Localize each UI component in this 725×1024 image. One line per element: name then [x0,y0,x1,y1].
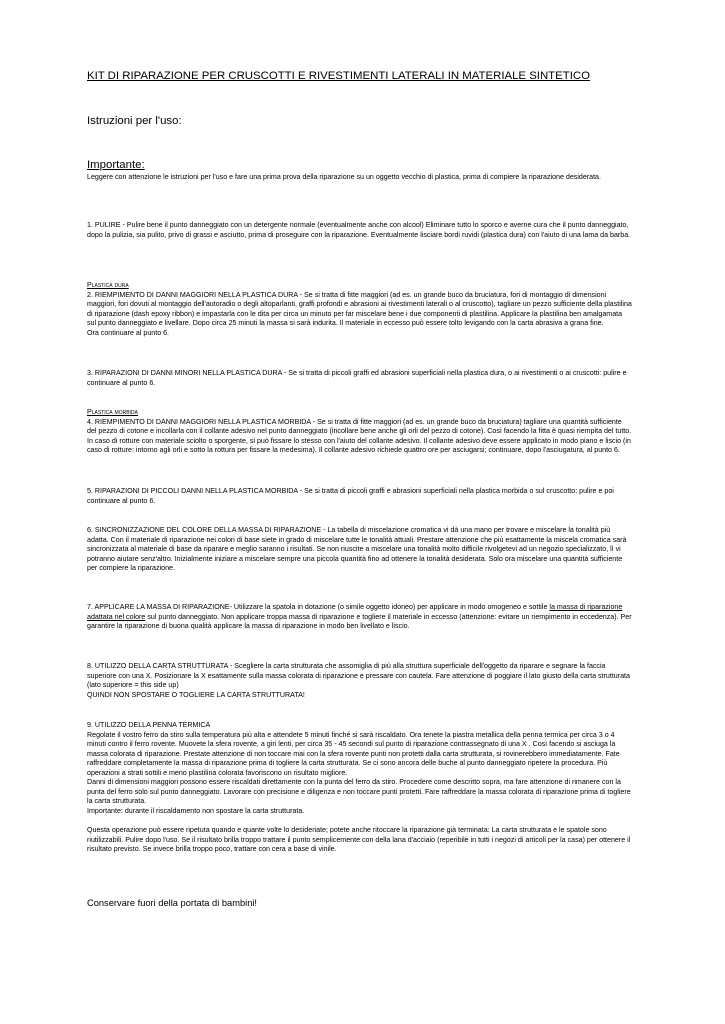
step-5-minor-soft [87,487,633,506]
document-title: KIT DI RIPARAZIONE PER CRUSCOTTI E RIVESTIMENTI LATERALI IN MATERIALE SINTETICO [87,70,590,82]
hard-plastic-section [87,281,633,338]
step-9-heading: 9. UTILIZZO DELLA PENNA TERMICA [87,721,211,729]
step-8-warning: QUINDI NON SPOSTARE O TOGLIERE LA CARTA STRUTTURATA! [87,690,305,699]
step-7-underlined: la massa di riparazione adattata nel colore [87,603,623,621]
step-3-minor-hard [87,369,633,388]
step-9-paragraph-3: Importante: durante il riscaldamento non spostare la carta strutturata. [87,806,305,815]
step-7-text-b: sul punto danneggiato. Non applicare troppa massa di riparazione e togliere il materiale in eccesso (attenzione: evitare un riempimento in eccedenza). Per garantire la riparazione di buona qualità applicare la massa di riparazione in modo ben livellato e liscio. [87,612,632,631]
important-heading: Importante: [87,159,145,171]
step-7-apply [87,603,633,632]
soft-plastic-section [87,408,633,456]
step-6-paragraph: 6. SINCRONIZZAZIONE DEL COLORE DELLA MASSA DI RIPARAZIONE - La tabella di miscelazione cromatica vi dà una mano per trovare e miscelare la tonalità più adatta. Con il materiale di riparazione nei colori di base siete in grado di miscelare tutte le tonalità attuali. Prestare attenzione che più esattamente la miscela cromatica sarà sincronizzata al materiale di base da riparare e meglio saranno i risultati. Se non riuscite a miscelare una tonalità molto difficile rivolgetevi ad un negozio specializzato, lì vi potranno aiutare senz'altro. Inizialmente iniziare a miscelare sempre una piccola quantità fino ad ottenere la tonalità desiderata. Solo ora miscelare una quantità sufficiente per compiere la riparazione. [87,526,627,573]
soft-plastic-label: Plastica morbida [87,408,138,416]
step-2-continue: Ora continuare al punto 6. [87,328,170,337]
step-4-paragraph: 4. RIEMPIMENTO DI DANNI MAGGIORI NELLA PLASTICA MORBIDA - Se si tratta di fitte maggiori (ad es. un grande buco da bruciatura) tagliare una quantità sufficiente del pezzo di cotone e incollarla con il collante adesivo nel punto danneggiato (incollare bene anche gli orli del pezzo di cotone). Così facendo la fitta è quasi riempita del tutto. In caso di rotture con materiale sciolto o sporgente, si può fissare lo stesso con l'aiuto del collante adesivo. Il collante adesivo deve essere applicato in modo piano e liscio (in caso di rotture: intorno agli orli e sotto la rottura per fissare la medesima). Il collante adesivo richiede quattro ore per asciugarsi; continuare, dopo l'asciugatura, al punto 6. [87,417,632,455]
step-6-color-sync [87,526,633,574]
instructions-heading: Istruzioni per l'uso: [87,115,182,127]
step-7-paragraph [87,603,633,632]
step-8-structured-paper [87,662,633,700]
step-9-thermal-pen [87,721,633,855]
step-1-paragraph: 1. PULIRE - Pulire bene il punto danneggiato con un detergente normale (eventualmente anche con alcool) Eliminare tutto lo sporco e averne cura che il punto danneggiato, dopo la pulizia, sia pulito, privo di grassi e asciutto, prima di proseguire con la riparazione. Eventualmente lisciare bordi ruvidi (plastica dura) con l'aiuto di una lama da barba. [87,221,631,239]
step-1-clean [87,221,633,240]
hard-plastic-label: Plastica dura [87,281,129,289]
step-5-paragraph: 5. RIPARAZIONI DI PICCOLI DANNI NELLA PLASTICA MORBIDA - Se si tratta di piccoli graffi e abrasioni superficiali nella plastica morbida o sul cruscotto: pulire e poi continuare al punto 6. [87,487,614,505]
step-3-paragraph: 3. RIPARAZIONI DI DANNI MINORI NELLA PLASTICA DURA - Se si tratta di piccoli graffi ed abrasioni superficiali nella plastica dura, o ai rivestimenti o ai cruscotti: pulire e continuare al punto 6. [87,369,627,387]
closing-warning: Conservare fuori della portata di bambini! [87,898,258,908]
step-2-paragraph: 2. RIEMPIMENTO DI DANNI MAGGIORI NELLA PLASTICA DURA - Se si tratta di fitte maggiori (ad es. un grande buco da bruciatura, fori di montaggio di dimensioni maggiori, fori dovuti al montaggio dell'autoradio o degli altoparlanti, graffi profondi e abrasioni ai rivestimenti laterali o al cruscotto), tagliare un pezzo sufficiente della plastilina di riparazione (dash epoxy ribbon) e impastarla con le dita per circa un minuto per far miscelare bene i due componenti di plastilina. Applicare la plastilina ben amalgamata sul punto danneggiato e livellare. Dopo circa 25 minuti la massa si sarà indurita. Il materiale in eccesso può essere tolto levigando con la carta abrasiva a grana fine. [87,290,632,328]
step-8-paragraph: 8. UTILIZZO DELLA CARTA STRUTTURATA - Scegliere la carta strutturata che assomiglia di più alla struttura superficiale dell'oggetto da riparare e segnare la faccia superiore con una X. Posizionare la X esattamente sulla massa colorata di riparazione e pressare con cautela. Fare attenzione di poggiare il lato giusto della carta strutturata (lato superiore = this side up) [87,662,630,690]
step-9-paragraph-1: Regolate il vostro ferro da stiro sulla temperatura più alta e attendete 5 minuti finché si sarà riscaldato. Ora tenete la piastra metallica della penna termica per circa 3 o 4 minuti contro il ferro rovente. Muovete la sfera rovente, a giri lenti, per circa 35 - 45 secondi sul punto di riparazione contrassegnato di una X . Così facendo si asciuga la massa colorata di riparazione. Prestate attenzione di non toccare mai con la sfera rovente punti non protetti dalla carta strutturata, si rovinerebbero immediatamente. Fate raffreddare completamente la massa di riparazione prima di togliere la carta strutturata. Se ci sono ancora delle buche al punto danneggiato ripetere la procedura. Più operazioni a strati sottili e meno plastilina colorata favoriscono un risultato migliore. [87,730,620,777]
important-paragraph: Leggere con attenzione le istruzioni per l'uso e fare una prima prova della riparazione su un oggetto vecchio di plastica, prima di compiere la riparazione desiderata. [87,173,601,181]
step-9-paragraph-4: Questa operazione può essere ripetuta quando e quante volte lo desideriate; potete anche ritoccare la riparazione già terminata: La carta strutturata e le spatole sono riutilizzabili. Pulire dopo l'uso. Se il risultato brilla troppo trattare il punto semplicemente con della lana d'acciaio (reperibile in tutti i negozi di articoli per la casa) per ottenere il risultato previsto. Se invece brilla troppo poco, trattare con cera a base di vinile. [87,825,631,854]
step-9-paragraph-2: Danni di dimensioni maggiori possono essere riscaldati direttamente con la punta del ferro da stiro. Procedere come descritto sopra, ma fare attenzione di rimanere con la punta del ferro solo sul punto danneggiato. Lavorare con precisione e diligenza e non toccare punti protetti. Fare raffreddare la massa colorata di riparazione prima di togliere la carta strutturata. [87,778,631,806]
step-7-text-a: 7. APPLICARE LA MASSA DI RIPARAZIONE- Utilizzare la spatola in dotazione (o simile oggetto idoneo) per applicare in modo omogeneo e sottile [87,603,550,611]
important-text [87,173,633,183]
